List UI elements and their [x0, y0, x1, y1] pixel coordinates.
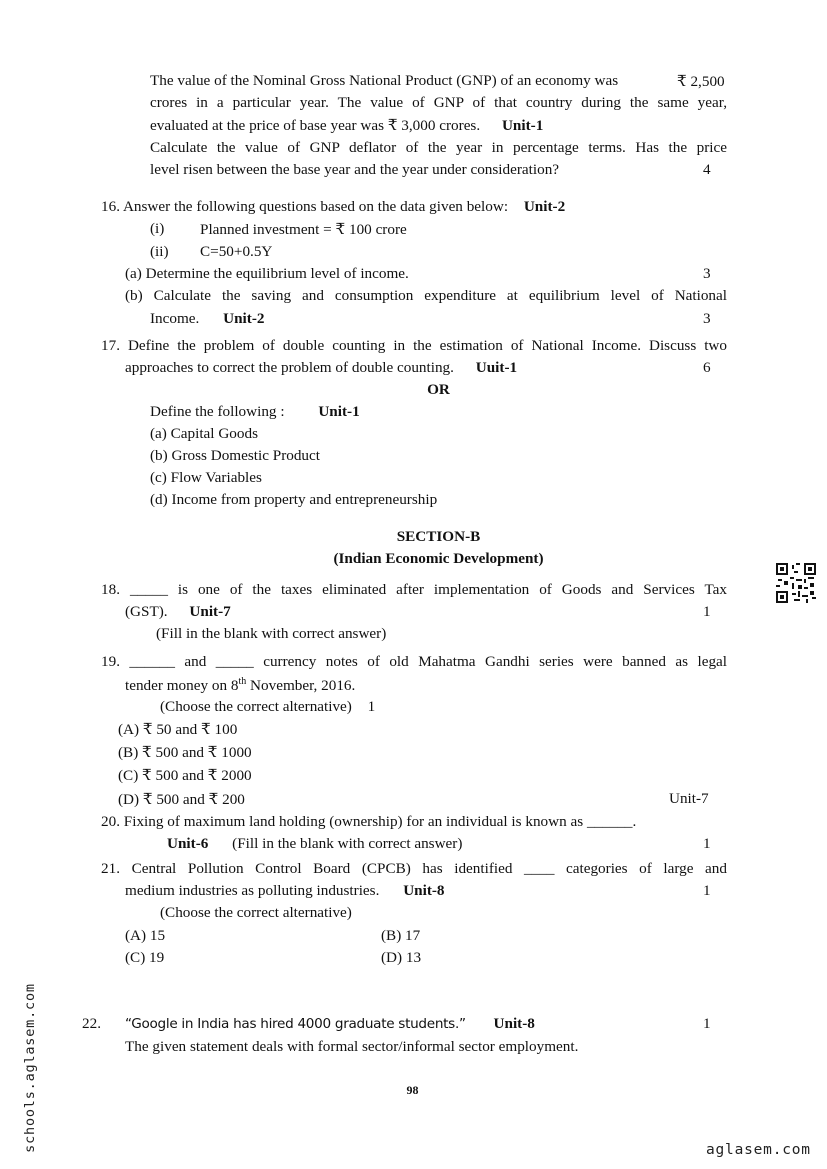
- q20-marks: 1: [703, 835, 711, 852]
- section-title: SECTION-B: [396, 528, 481, 545]
- q16-i-text: Planned investment = ₹ 100 crore: [200, 221, 407, 238]
- q16-text: 16. Answer the following questions based on the data given below:: [101, 198, 509, 215]
- q21-option-b: (B) 17: [381, 927, 421, 944]
- q17-item-c: (c) Flow Variables: [150, 469, 262, 486]
- q21-line2: [125, 882, 445, 900]
- q20-note: (Fill in the blank with correct answer): [232, 835, 463, 852]
- footer-watermark: aglasem.com: [706, 1142, 811, 1158]
- q15-line4: Calculate the value of GNP deflator of the year in percentage terms. Has the price: [150, 139, 727, 156]
- q19-note-text: (Choose the correct alternative): [160, 698, 352, 715]
- q15-amount: ₹ 2,500: [677, 73, 725, 90]
- q17-define-text: Define the following :: [150, 403, 285, 420]
- q19-note: [160, 698, 375, 716]
- side-watermark: schools.aglasem.com: [22, 983, 38, 1153]
- q18-unit: Unit-7: [189, 603, 231, 620]
- q19-line2-sup: th: [238, 676, 247, 687]
- q19-line2-b: November, 2016.: [246, 677, 356, 695]
- q19-unit: Unit-7: [669, 790, 709, 807]
- q17-item-d: (d) Income from property and entrepreneurship: [150, 491, 438, 508]
- q18-line2: [125, 603, 231, 621]
- q19-line2: [125, 676, 355, 695]
- q16-a: (a) Determine the equilibrium level of income.: [125, 265, 409, 282]
- q20-line2: [167, 835, 462, 853]
- q21-option-d: (D) 13: [381, 949, 422, 966]
- q22-quote: “Google in India has hired 4000 graduate students.”: [125, 1016, 466, 1032]
- page-number: 98: [406, 1083, 419, 1097]
- q15-marks: 4: [703, 161, 711, 178]
- q16-ii-text: C=50+0.5Y: [200, 243, 273, 260]
- q15-line3-text: evaluated at the price of base year was ₹ 3,000 crores.: [150, 117, 481, 134]
- q15-line5: level risen between the base year and the year under consideration?: [150, 161, 560, 178]
- q21-unit: Unit-8: [403, 882, 445, 899]
- q17-unit: Uuit-1: [475, 359, 518, 376]
- q22-marks: 1: [703, 1015, 711, 1032]
- q19-option-c: (C) ₹ 500 and ₹ 2000: [118, 767, 252, 784]
- q22-line1: [125, 1015, 535, 1033]
- q17-item-a: (a) Capital Goods: [150, 425, 258, 442]
- q16-b-unit: Unit-2: [223, 310, 265, 327]
- q18-marks: 1: [703, 603, 711, 620]
- q16-b-line1: (b) Calculate the saving and consumption expenditure at equilibrium level of National: [125, 287, 727, 304]
- q21-option-a: (A) 15: [125, 927, 166, 944]
- q21-marks: 1: [703, 882, 711, 899]
- q20-line1: 20. Fixing of maximum land holding (ownership) for an individual is known as ______.: [101, 813, 637, 830]
- q19-line1: 19. ______ and _____ currency notes of old Mahatma Gandhi series were banned as legal: [101, 653, 727, 670]
- q22-num: 22.: [82, 1015, 101, 1032]
- q16-ii-num: (ii): [150, 243, 169, 260]
- q17-define: [150, 403, 360, 421]
- q16-b-text: Income.: [150, 310, 200, 327]
- q21-line1: 21. Central Pollution Control Board (CPCB) has identified ____ categories of large and: [101, 860, 727, 877]
- q17-item-b: (b) Gross Domestic Product: [150, 447, 320, 464]
- q17-or: OR: [427, 381, 450, 398]
- q18-note: (Fill in the blank with correct answer): [156, 625, 387, 642]
- q16-i-num: (i): [150, 220, 165, 237]
- q17-line2: [125, 359, 517, 377]
- q19-marks: 1: [367, 698, 376, 715]
- q22-unit: Unit-8: [493, 1015, 535, 1032]
- q21-note: (Choose the correct alternative): [160, 904, 352, 921]
- q17-define-unit: Unit-1: [318, 403, 360, 420]
- q17-line1: 17. Define the problem of double counting in the estimation of National Income. Discuss two: [101, 337, 727, 354]
- q16-b-marks: 3: [703, 310, 711, 327]
- q15-line1-text: The value of the Nominal Gross National Product (GNP) of an economy was: [150, 72, 619, 89]
- section-subtitle: (Indian Economic Development): [333, 550, 544, 567]
- q19-line2-a: tender money on 8: [125, 677, 239, 695]
- q15-unit: Unit-1: [501, 117, 544, 134]
- q17-line2-text: approaches to correct the problem of double counting.: [125, 359, 454, 376]
- q17-marks: 6: [703, 359, 711, 376]
- q18-line2-text: (GST).: [125, 603, 168, 620]
- q15-line1: [150, 72, 618, 90]
- q16-a-marks: 3: [703, 265, 711, 282]
- q19-option-b: (B) ₹ 500 and ₹ 1000: [118, 744, 252, 761]
- q20-unit: Unit-6: [167, 835, 209, 852]
- q21-option-c: (C) 19: [125, 949, 165, 966]
- q16-b-line2: [150, 310, 264, 328]
- q19-option-a: (A) ₹ 50 and ₹ 100: [118, 721, 238, 738]
- q15-line3: [150, 116, 543, 135]
- q18-line1: 18. _____ is one of the taxes eliminated after implementation of Goods and Services Tax: [101, 581, 727, 598]
- qr-code-icon: [776, 563, 816, 603]
- q16-unit: Unit-2: [523, 198, 566, 215]
- q21-line2-text: medium industries as polluting industries.: [125, 882, 380, 899]
- q16-question: [101, 198, 565, 216]
- q19-option-d: (D) ₹ 500 and ₹ 200: [118, 791, 245, 808]
- q22-line2: The given statement deals with formal sector/informal sector employment.: [125, 1038, 579, 1055]
- q15-line2: crores in a particular year. The value of GNP of that country during the same year,: [150, 94, 727, 111]
